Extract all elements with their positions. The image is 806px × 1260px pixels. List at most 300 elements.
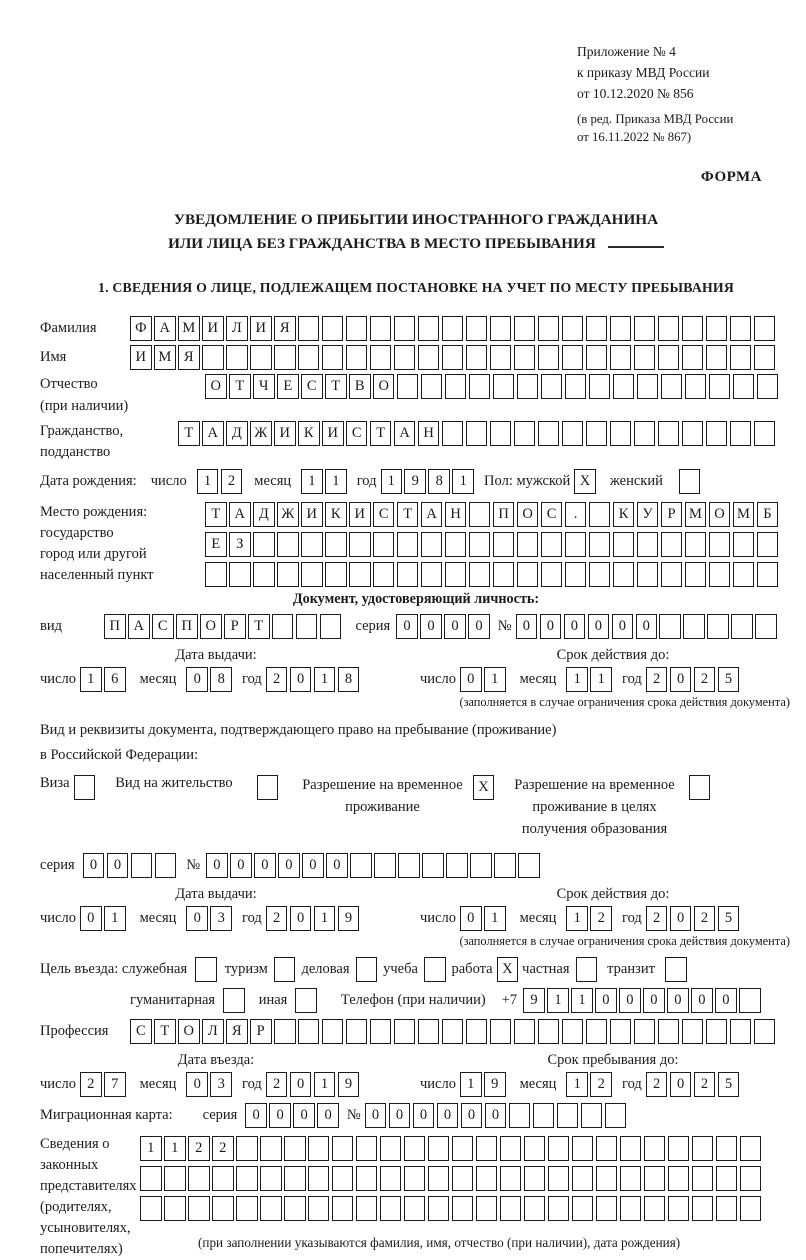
form-cell[interactable] — [500, 1196, 522, 1221]
form-cell[interactable]: С — [130, 1019, 152, 1044]
temp-residence-checkbox[interactable] — [473, 775, 495, 800]
form-cell[interactable] — [308, 1136, 330, 1161]
purpose-official-checkbox[interactable] — [195, 957, 217, 982]
form-cell[interactable] — [284, 1166, 306, 1191]
form-cell[interactable] — [257, 775, 279, 800]
form-cell[interactable]: П — [493, 502, 515, 527]
form-cell[interactable]: 8 — [210, 667, 232, 692]
form-cell[interactable] — [236, 1166, 258, 1191]
form-cell[interactable] — [195, 957, 217, 982]
form-cell[interactable]: 3 — [210, 906, 232, 931]
form-cell[interactable] — [692, 1136, 714, 1161]
form-cell[interactable]: Б — [757, 502, 779, 527]
form-cell[interactable] — [253, 562, 275, 587]
form-cell[interactable]: 0 — [588, 614, 610, 639]
guardians-field-row1[interactable] — [140, 1136, 761, 1161]
form-cell[interactable] — [272, 614, 294, 639]
form-cell[interactable]: 7 — [104, 1072, 126, 1097]
form-cell[interactable] — [524, 1166, 546, 1191]
form-cell[interactable]: И — [322, 421, 344, 446]
form-cell[interactable]: 2 — [694, 667, 716, 692]
form-cell[interactable] — [562, 421, 584, 446]
form-cell[interactable]: 0 — [460, 906, 482, 931]
male-checkbox[interactable] — [574, 469, 596, 494]
form-cell[interactable]: 1 — [140, 1136, 162, 1161]
form-cell[interactable]: Е — [205, 532, 227, 557]
stay-day-field[interactable] — [460, 1072, 506, 1097]
stay-month-field[interactable] — [566, 1072, 612, 1097]
form-cell[interactable] — [754, 345, 776, 370]
form-cell[interactable]: 1 — [301, 469, 323, 494]
form-cell[interactable] — [679, 469, 701, 494]
form-cell[interactable] — [442, 421, 464, 446]
form-cell[interactable]: 0 — [461, 1103, 483, 1128]
form-cell[interactable]: 9 — [523, 988, 545, 1013]
form-cell[interactable] — [452, 1136, 474, 1161]
form-cell[interactable] — [442, 1019, 464, 1044]
form-cell[interactable]: 9 — [338, 1072, 360, 1097]
form-cell[interactable]: Я — [226, 1019, 248, 1044]
form-cell[interactable] — [442, 345, 464, 370]
form-cell[interactable]: 0 — [107, 853, 129, 878]
form-cell[interactable]: 0 — [365, 1103, 387, 1128]
entry-month-field[interactable] — [186, 1072, 232, 1097]
form-cell[interactable] — [301, 562, 323, 587]
permit-issue-year-field[interactable] — [266, 906, 360, 931]
form-cell[interactable]: О — [200, 614, 222, 639]
form-cell[interactable] — [658, 345, 680, 370]
form-cell[interactable] — [274, 957, 296, 982]
form-cell[interactable] — [620, 1136, 642, 1161]
form-cell[interactable]: 0 — [670, 906, 692, 931]
form-cell[interactable]: 0 — [670, 667, 692, 692]
temp-residence-education-checkbox[interactable] — [689, 775, 711, 800]
form-cell[interactable]: С — [541, 502, 563, 527]
form-cell[interactable] — [356, 957, 378, 982]
profession-field[interactable] — [130, 1019, 775, 1044]
form-cell[interactable] — [565, 532, 587, 557]
form-cell[interactable]: 0 — [636, 614, 658, 639]
form-cell[interactable] — [394, 316, 416, 341]
form-cell[interactable]: П — [104, 614, 126, 639]
form-cell[interactable] — [418, 316, 440, 341]
form-cell[interactable] — [517, 532, 539, 557]
form-cell[interactable]: 8 — [428, 469, 450, 494]
form-cell[interactable] — [596, 1166, 618, 1191]
form-cell[interactable] — [740, 1136, 762, 1161]
form-cell[interactable]: 2 — [646, 667, 668, 692]
form-cell[interactable]: 0 — [269, 1103, 291, 1128]
form-cell[interactable] — [565, 374, 587, 399]
form-cell[interactable] — [212, 1166, 234, 1191]
form-cell[interactable] — [572, 1196, 594, 1221]
form-cell[interactable] — [493, 562, 515, 587]
form-cell[interactable]: К — [298, 421, 320, 446]
form-cell[interactable]: 0 — [80, 906, 102, 931]
form-cell[interactable] — [634, 421, 656, 446]
form-cell[interactable]: 1 — [452, 469, 474, 494]
form-cell[interactable] — [308, 1196, 330, 1221]
form-cell[interactable] — [538, 421, 560, 446]
form-cell[interactable] — [470, 853, 492, 878]
form-cell[interactable]: 0 — [595, 988, 617, 1013]
form-cell[interactable]: О — [709, 502, 731, 527]
form-cell[interactable] — [493, 374, 515, 399]
permit-series-field[interactable] — [83, 853, 177, 878]
form-cell[interactable]: С — [301, 374, 323, 399]
form-cell[interactable] — [356, 1196, 378, 1221]
form-cell[interactable] — [325, 562, 347, 587]
guardians-field-row3[interactable] — [140, 1196, 761, 1221]
form-cell[interactable] — [236, 1196, 258, 1221]
purpose-transit-checkbox[interactable] — [665, 957, 687, 982]
form-cell[interactable] — [610, 345, 632, 370]
doc-type-field[interactable] — [104, 614, 341, 639]
form-cell[interactable] — [730, 1019, 752, 1044]
form-cell[interactable]: 0 — [691, 988, 713, 1013]
migration-series-field[interactable] — [245, 1103, 339, 1128]
form-cell[interactable] — [301, 532, 323, 557]
form-cell[interactable]: 2 — [221, 469, 243, 494]
guardians-field-row2[interactable] — [140, 1166, 761, 1191]
form-cell[interactable] — [509, 1103, 531, 1128]
form-cell[interactable] — [644, 1166, 666, 1191]
form-cell[interactable]: 1 — [571, 988, 593, 1013]
form-cell[interactable] — [596, 1196, 618, 1221]
form-cell[interactable] — [370, 1019, 392, 1044]
permit-valid-day-field[interactable] — [460, 906, 506, 931]
form-cell[interactable] — [418, 1019, 440, 1044]
form-cell[interactable] — [394, 345, 416, 370]
purpose-other-checkbox[interactable] — [295, 988, 317, 1013]
form-cell[interactable]: А — [229, 502, 251, 527]
purpose-private-checkbox[interactable] — [576, 957, 598, 982]
form-cell[interactable]: Я — [178, 345, 200, 370]
form-cell[interactable] — [188, 1166, 210, 1191]
form-cell[interactable]: 8 — [338, 667, 360, 692]
form-cell[interactable] — [514, 345, 536, 370]
form-cell[interactable]: 0 — [420, 614, 442, 639]
form-cell[interactable]: 0 — [302, 853, 324, 878]
doc-number-field[interactable] — [516, 614, 777, 639]
entry-year-field[interactable] — [266, 1072, 360, 1097]
form-cell[interactable] — [452, 1196, 474, 1221]
form-cell[interactable] — [397, 562, 419, 587]
form-cell[interactable] — [613, 562, 635, 587]
form-cell[interactable] — [634, 345, 656, 370]
form-cell[interactable] — [424, 957, 446, 982]
form-cell[interactable] — [740, 1166, 762, 1191]
form-cell[interactable]: У — [637, 502, 659, 527]
form-cell[interactable]: И — [130, 345, 152, 370]
visa-checkbox[interactable] — [74, 775, 96, 800]
form-cell[interactable] — [658, 1019, 680, 1044]
form-cell[interactable] — [236, 1136, 258, 1161]
stay-year-field[interactable] — [646, 1072, 740, 1097]
form-cell[interactable]: 2 — [590, 906, 612, 931]
form-cell[interactable] — [140, 1166, 162, 1191]
form-cell[interactable] — [634, 1019, 656, 1044]
form-cell[interactable] — [596, 1136, 618, 1161]
form-cell[interactable]: 0 — [293, 1103, 315, 1128]
form-cell[interactable] — [740, 1196, 762, 1221]
form-cell[interactable] — [716, 1136, 738, 1161]
form-cell[interactable]: 0 — [290, 1072, 312, 1097]
form-cell[interactable] — [659, 614, 681, 639]
form-cell[interactable]: 5 — [718, 667, 740, 692]
form-cell[interactable]: 2 — [694, 1072, 716, 1097]
form-cell[interactable] — [634, 316, 656, 341]
form-cell[interactable]: 2 — [266, 1072, 288, 1097]
form-cell[interactable] — [682, 345, 704, 370]
form-cell[interactable]: 5 — [718, 1072, 740, 1097]
form-cell[interactable] — [476, 1166, 498, 1191]
birthplace-field-row2[interactable] — [205, 532, 778, 557]
phone-field[interactable] — [523, 988, 760, 1013]
form-cell[interactable]: О — [373, 374, 395, 399]
form-cell[interactable] — [493, 532, 515, 557]
form-cell[interactable]: 1 — [484, 906, 506, 931]
form-cell[interactable]: Н — [445, 502, 467, 527]
form-cell[interactable] — [350, 853, 372, 878]
form-cell[interactable] — [349, 562, 371, 587]
form-cell[interactable] — [706, 1019, 728, 1044]
form-cell[interactable]: 0 — [396, 614, 418, 639]
form-cell[interactable] — [613, 532, 635, 557]
form-cell[interactable] — [320, 614, 342, 639]
form-cell[interactable]: 1 — [547, 988, 569, 1013]
form-cell[interactable] — [586, 345, 608, 370]
form-cell[interactable]: 0 — [326, 853, 348, 878]
form-cell[interactable]: А — [154, 316, 176, 341]
form-cell[interactable]: 0 — [290, 667, 312, 692]
form-cell[interactable]: 1 — [484, 667, 506, 692]
form-cell[interactable] — [644, 1196, 666, 1221]
form-cell[interactable] — [589, 532, 611, 557]
form-cell[interactable]: 2 — [646, 906, 668, 931]
form-cell[interactable]: 1 — [314, 667, 336, 692]
form-cell[interactable] — [421, 374, 443, 399]
surname-field[interactable] — [130, 316, 775, 341]
doc-series-field[interactable] — [396, 614, 490, 639]
form-cell[interactable]: Р — [250, 1019, 272, 1044]
form-cell[interactable] — [731, 614, 753, 639]
form-cell[interactable]: Т — [229, 374, 251, 399]
form-cell[interactable]: Т — [325, 374, 347, 399]
form-cell[interactable] — [490, 1019, 512, 1044]
form-cell[interactable] — [716, 1196, 738, 1221]
form-cell[interactable] — [370, 345, 392, 370]
form-cell[interactable]: О — [205, 374, 227, 399]
form-cell[interactable] — [514, 421, 536, 446]
form-cell[interactable] — [74, 775, 96, 800]
form-cell[interactable] — [466, 345, 488, 370]
form-cell[interactable] — [490, 316, 512, 341]
form-cell[interactable] — [260, 1136, 282, 1161]
form-cell[interactable] — [397, 532, 419, 557]
form-cell[interactable]: В — [349, 374, 371, 399]
form-cell[interactable] — [541, 374, 563, 399]
form-cell[interactable] — [404, 1196, 426, 1221]
form-cell[interactable]: Т — [370, 421, 392, 446]
form-cell[interactable] — [229, 562, 251, 587]
form-cell[interactable]: 1 — [197, 469, 219, 494]
form-cell[interactable] — [514, 1019, 536, 1044]
form-cell[interactable]: П — [176, 614, 198, 639]
form-cell[interactable] — [373, 562, 395, 587]
form-cell[interactable]: 9 — [404, 469, 426, 494]
form-cell[interactable] — [380, 1196, 402, 1221]
form-cell[interactable] — [140, 1196, 162, 1221]
form-cell[interactable] — [469, 374, 491, 399]
form-cell[interactable] — [541, 532, 563, 557]
form-cell[interactable] — [274, 345, 296, 370]
birthplace-field-row1[interactable] — [205, 502, 778, 527]
form-cell[interactable] — [296, 614, 318, 639]
doc-issue-year-field[interactable] — [266, 667, 360, 692]
doc-valid-month-field[interactable] — [566, 667, 612, 692]
form-cell[interactable] — [356, 1136, 378, 1161]
form-cell[interactable] — [610, 421, 632, 446]
form-cell[interactable] — [548, 1196, 570, 1221]
form-cell[interactable] — [613, 374, 635, 399]
form-cell[interactable] — [298, 1019, 320, 1044]
form-cell[interactable]: Л — [202, 1019, 224, 1044]
form-cell[interactable]: 9 — [484, 1072, 506, 1097]
form-cell[interactable] — [422, 853, 444, 878]
form-cell[interactable]: 1 — [80, 667, 102, 692]
form-cell[interactable]: Т — [178, 421, 200, 446]
form-cell[interactable] — [446, 853, 468, 878]
form-cell[interactable] — [469, 562, 491, 587]
form-cell[interactable] — [452, 1166, 474, 1191]
form-cell[interactable] — [668, 1166, 690, 1191]
form-cell[interactable]: 1 — [460, 1072, 482, 1097]
form-cell[interactable]: 2 — [188, 1136, 210, 1161]
form-cell[interactable] — [250, 345, 272, 370]
form-cell[interactable] — [658, 316, 680, 341]
purpose-study-checkbox[interactable] — [424, 957, 446, 982]
form-cell[interactable] — [397, 374, 419, 399]
form-cell[interactable]: А — [394, 421, 416, 446]
form-cell[interactable]: Р — [661, 502, 683, 527]
form-cell[interactable]: И — [202, 316, 224, 341]
form-cell[interactable]: 0 — [540, 614, 562, 639]
form-cell[interactable] — [683, 614, 705, 639]
doc-issue-day-field[interactable] — [80, 667, 126, 692]
form-cell[interactable] — [284, 1136, 306, 1161]
form-cell[interactable] — [586, 316, 608, 341]
form-cell[interactable] — [212, 1196, 234, 1221]
form-cell[interactable] — [733, 374, 755, 399]
form-cell[interactable] — [308, 1166, 330, 1191]
form-cell[interactable] — [131, 853, 153, 878]
form-cell[interactable]: 0 — [290, 906, 312, 931]
form-cell[interactable] — [421, 532, 443, 557]
form-cell[interactable] — [757, 562, 779, 587]
form-cell[interactable]: 0 — [468, 614, 490, 639]
form-cell[interactable]: О — [517, 502, 539, 527]
form-cell[interactable] — [514, 316, 536, 341]
form-cell[interactable]: 2 — [80, 1072, 102, 1097]
form-cell[interactable] — [524, 1136, 546, 1161]
form-cell[interactable] — [548, 1166, 570, 1191]
form-cell[interactable] — [332, 1166, 354, 1191]
form-cell[interactable]: 0 — [254, 853, 276, 878]
form-cell[interactable]: 1 — [566, 1072, 588, 1097]
form-cell[interactable] — [706, 316, 728, 341]
permit-issue-day-field[interactable] — [80, 906, 126, 931]
form-cell[interactable]: 2 — [212, 1136, 234, 1161]
purpose-business-checkbox[interactable] — [356, 957, 378, 982]
form-cell[interactable]: 0 — [317, 1103, 339, 1128]
form-cell[interactable] — [754, 316, 776, 341]
form-cell[interactable]: Ч — [253, 374, 275, 399]
form-cell[interactable] — [325, 532, 347, 557]
form-cell[interactable] — [490, 345, 512, 370]
birth-month-field[interactable] — [301, 469, 347, 494]
form-cell[interactable] — [661, 562, 683, 587]
form-cell[interactable] — [637, 532, 659, 557]
form-cell[interactable]: Ж — [277, 502, 299, 527]
form-cell[interactable] — [466, 316, 488, 341]
form-cell[interactable]: Ф — [130, 316, 152, 341]
form-cell[interactable] — [541, 562, 563, 587]
form-cell[interactable]: 0 — [186, 667, 208, 692]
form-cell[interactable] — [370, 316, 392, 341]
form-cell[interactable] — [517, 562, 539, 587]
form-cell[interactable]: 1 — [164, 1136, 186, 1161]
form-cell[interactable] — [757, 374, 779, 399]
form-cell[interactable] — [689, 775, 711, 800]
form-cell[interactable]: X — [497, 957, 519, 982]
form-cell[interactable] — [164, 1196, 186, 1221]
form-cell[interactable] — [349, 532, 371, 557]
form-cell[interactable]: 0 — [564, 614, 586, 639]
birthplace-field-row3[interactable] — [205, 562, 778, 587]
form-cell[interactable] — [356, 1166, 378, 1191]
form-cell[interactable] — [755, 614, 777, 639]
form-cell[interactable] — [284, 1196, 306, 1221]
form-cell[interactable]: С — [152, 614, 174, 639]
form-cell[interactable] — [295, 988, 317, 1013]
form-cell[interactable]: 0 — [230, 853, 252, 878]
form-cell[interactable]: 0 — [619, 988, 641, 1013]
form-cell[interactable]: С — [373, 502, 395, 527]
entry-day-field[interactable] — [80, 1072, 126, 1097]
form-cell[interactable] — [445, 532, 467, 557]
form-cell[interactable] — [274, 1019, 296, 1044]
form-cell[interactable] — [739, 988, 761, 1013]
form-cell[interactable]: 1 — [590, 667, 612, 692]
form-cell[interactable]: 0 — [245, 1103, 267, 1128]
form-cell[interactable]: 2 — [694, 906, 716, 931]
form-cell[interactable] — [421, 562, 443, 587]
form-cell[interactable]: 9 — [338, 906, 360, 931]
permit-number-field[interactable] — [206, 853, 539, 878]
form-cell[interactable] — [538, 316, 560, 341]
doc-valid-year-field[interactable] — [646, 667, 740, 692]
form-cell[interactable]: 2 — [590, 1072, 612, 1097]
form-cell[interactable] — [562, 345, 584, 370]
form-cell[interactable] — [589, 374, 611, 399]
form-cell[interactable]: С — [346, 421, 368, 446]
form-cell[interactable] — [668, 1136, 690, 1161]
form-cell[interactable] — [730, 421, 752, 446]
form-cell[interactable] — [418, 345, 440, 370]
form-cell[interactable] — [373, 532, 395, 557]
form-cell[interactable] — [586, 1019, 608, 1044]
